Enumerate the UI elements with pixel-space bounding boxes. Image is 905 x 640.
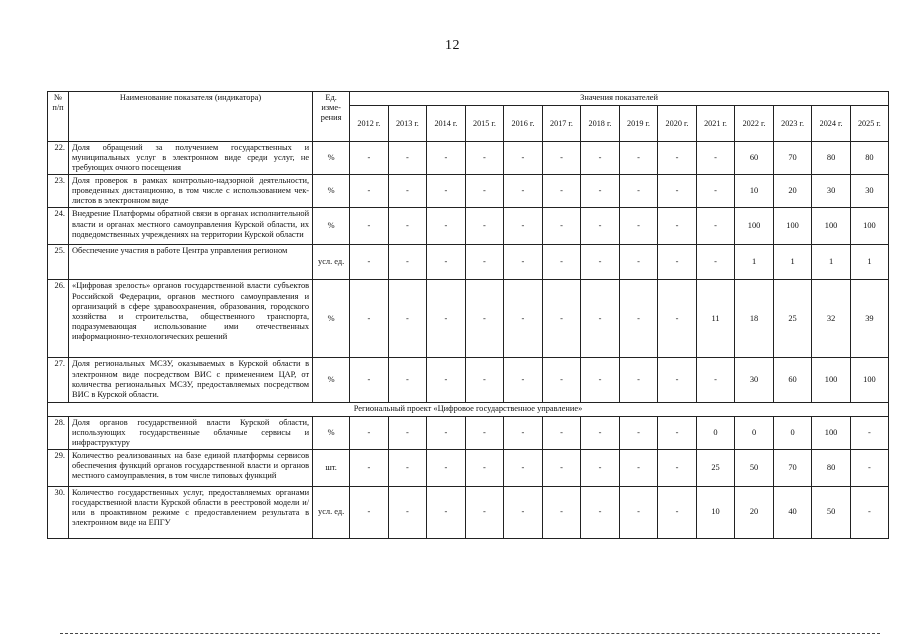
year-header: 2018 г. [581,106,620,142]
year-header: 2023 г. [773,106,812,142]
value-cell: 30 [735,358,774,403]
unit-cell: % [313,175,350,208]
table-row [48,142,889,175]
value-cell: - [350,486,389,538]
value-cell: 0 [735,416,774,449]
year-header: 2020 г. [658,106,697,142]
value-cell: - [427,486,466,538]
value-cell: - [696,245,735,280]
value-cell: - [504,449,543,486]
value-cell: - [465,449,504,486]
value-cell: 0 [773,416,812,449]
value-cell: 70 [773,142,812,175]
value-cell: 100 [735,208,774,245]
indicator-name: Обеспечение участия в работе Центра управления регионом [69,245,313,280]
value-cell: - [581,142,620,175]
value-cell: 100 [850,358,888,403]
value-cell: 1 [735,245,774,280]
row-number: 27. [48,358,69,403]
value-cell: - [581,208,620,245]
value-cell: 100 [812,416,851,449]
value-cell: - [850,449,888,486]
table-row [48,175,889,208]
indicator-name: Количество реализованных на базе единой платформы сервисов обеспечения функций органов государственной власти и органов местного самоуправления, в том числе типовых функций [69,449,313,486]
value-cell: 70 [773,449,812,486]
value-cell: - [427,175,466,208]
value-cell: - [388,486,427,538]
value-cell: - [388,280,427,358]
value-cell: 1 [773,245,812,280]
value-cell: - [504,416,543,449]
value-cell: - [350,208,389,245]
table-row [48,416,889,449]
value-cell: 80 [850,142,888,175]
value-cell: - [581,280,620,358]
value-cell: - [850,416,888,449]
value-cell: - [581,486,620,538]
year-header: 2016 г. [504,106,543,142]
value-cell: - [658,280,697,358]
value-cell: - [619,449,658,486]
year-header: 2022 г. [735,106,774,142]
value-cell: - [696,175,735,208]
value-cell: - [427,280,466,358]
value-cell: - [388,245,427,280]
value-cell: - [388,175,427,208]
value-cell: 50 [735,449,774,486]
value-cell: - [427,142,466,175]
unit-cell: % [313,358,350,403]
table-row [48,208,889,245]
indicator-name: Доля региональных МСЗУ, оказываемых в Курской области в электронном виде посредством ВИС с применением ЦАР, от количества региональных МСЗУ, предоставляемых посредством ВИС в Курской области. [69,358,313,403]
value-cell: - [542,245,581,280]
value-cell: - [465,280,504,358]
indicator-name: Внедрение Платформы обратной связи в органах исполнительной власти и органах местного самоуправления Курской области, их подведомственных учреждениях на территории Курской области [69,208,313,245]
value-cell: - [388,142,427,175]
unit-cell: % [313,208,350,245]
value-cell: - [465,358,504,403]
unit-cell: шт. [313,449,350,486]
row-number: 22. [48,142,69,175]
year-header: 2015 г. [465,106,504,142]
value-cell: - [619,142,658,175]
section-title: Региональный проект «Цифровое государственное управление» [48,403,889,416]
value-cell: - [388,416,427,449]
table-body [48,142,889,539]
value-cell: - [350,416,389,449]
value-cell: 100 [850,208,888,245]
value-cell: - [388,208,427,245]
value-cell: - [504,358,543,403]
unit-cell: % [313,142,350,175]
value-cell: 1 [850,245,888,280]
value-cell: - [504,280,543,358]
header-name: Наименование показателя (индикатора) [69,92,313,142]
value-cell: 25 [696,449,735,486]
unit-cell: % [313,416,350,449]
value-cell: - [542,208,581,245]
section-row [48,403,889,416]
value-cell: - [696,142,735,175]
table-row [48,486,889,538]
value-cell: - [581,245,620,280]
value-cell: 25 [773,280,812,358]
value-cell: - [427,358,466,403]
year-header: 2014 г. [427,106,466,142]
value-cell: 1 [812,245,851,280]
value-cell: 10 [735,175,774,208]
value-cell: 80 [812,142,851,175]
indicator-name: «Цифровая зрелость» органов государственной власти субъектов Российской Федерации, органов местного самоуправления и организаций в сфере здравоохранения, образования, городского хозяйства и строительства, общественного транспорта, подразумевающая использование ими отечественных информационно-технологических решений [69,280,313,358]
value-cell: - [658,486,697,538]
value-cell: 60 [735,142,774,175]
value-cell: - [542,142,581,175]
row-number: 26. [48,280,69,358]
value-cell: - [696,358,735,403]
value-cell: 20 [773,175,812,208]
year-header: 2013 г. [388,106,427,142]
value-cell: - [581,175,620,208]
value-cell: - [658,449,697,486]
value-cell: - [427,245,466,280]
value-cell: - [504,175,543,208]
table-row [48,280,889,358]
value-cell: - [427,416,466,449]
value-cell: - [542,486,581,538]
value-cell: 100 [812,208,851,245]
value-cell: - [581,358,620,403]
row-number: 30. [48,486,69,538]
value-cell: 11 [696,280,735,358]
value-cell: - [504,486,543,538]
row-number: 23. [48,175,69,208]
value-cell: 18 [735,280,774,358]
value-cell: - [465,416,504,449]
row-number: 25. [48,245,69,280]
year-header: 2012 г. [350,106,389,142]
value-cell: 30 [812,175,851,208]
value-cell: - [619,358,658,403]
value-cell: - [542,280,581,358]
value-cell: - [350,280,389,358]
row-number: 28. [48,416,69,449]
value-cell: - [542,175,581,208]
value-cell: - [619,486,658,538]
indicators-table [47,91,889,539]
value-cell: - [427,449,466,486]
header-unit: Ед. изме- рения [313,92,350,142]
indicator-name: Доля проверок в рамках контрольно-надзорной деятельности, проведенных дистанционно, в том числе с использованием чек-листов в электронном виде [69,175,313,208]
value-cell: - [465,142,504,175]
value-cell: - [581,416,620,449]
value-cell: - [350,245,389,280]
value-cell: - [619,245,658,280]
value-cell: - [350,175,389,208]
value-cell: 10 [696,486,735,538]
value-cell: 80 [812,449,851,486]
value-cell: - [350,449,389,486]
year-header: 2017 г. [542,106,581,142]
value-cell: - [504,142,543,175]
unit-cell: усл. ед. [313,245,350,280]
value-cell: - [542,449,581,486]
table-row [48,245,889,280]
value-cell: - [504,245,543,280]
value-cell: 20 [735,486,774,538]
value-cell: 100 [812,358,851,403]
unit-cell: % [313,280,350,358]
footer-rule [60,633,880,634]
row-number: 29. [48,449,69,486]
table-row [48,449,889,486]
value-cell: - [658,416,697,449]
value-cell: 0 [696,416,735,449]
page-number: 12 [445,38,460,53]
header-values-group: Значения показателей [350,92,889,106]
value-cell: - [619,416,658,449]
value-cell: - [465,486,504,538]
value-cell: - [350,142,389,175]
value-cell: - [504,208,543,245]
value-cell: 100 [773,208,812,245]
row-number: 24. [48,208,69,245]
value-cell: - [388,449,427,486]
value-cell: - [658,245,697,280]
unit-cell: усл. ед. [313,486,350,538]
indicator-name: Количество государственных услуг, предоставляемых органами государственной власти Курской области в реестровой модели и/или в проактивном режиме с предоставлением результата в электронном виде на ЕПГУ [69,486,313,538]
value-cell: 30 [850,175,888,208]
value-cell: - [581,449,620,486]
value-cell: - [696,208,735,245]
value-cell: 60 [773,358,812,403]
value-cell: - [619,280,658,358]
value-cell: 40 [773,486,812,538]
value-cell: - [465,208,504,245]
value-cell: - [465,175,504,208]
value-cell: - [619,208,658,245]
value-cell: - [619,175,658,208]
value-cell: - [658,208,697,245]
year-header: 2024 г. [812,106,851,142]
value-cell: - [542,416,581,449]
table-row [48,358,889,403]
indicator-name: Доля органов государственной власти Курской области, использующих государственные облачные сервисы и инфраструктуру [69,416,313,449]
value-cell: - [658,175,697,208]
value-cell: 50 [812,486,851,538]
indicator-name: Доля обращений за получением государственных и муниципальных услуг в электронном виде среди услуг, не требующих очного посещения [69,142,313,175]
year-header: 2021 г. [696,106,735,142]
year-header: 2019 г. [619,106,658,142]
value-cell: - [658,358,697,403]
value-cell: 32 [812,280,851,358]
value-cell: 39 [850,280,888,358]
value-cell: - [465,245,504,280]
value-cell: - [427,208,466,245]
value-cell: - [542,358,581,403]
year-header: 2025 г. [850,106,888,142]
value-cell: - [350,358,389,403]
value-cell: - [850,486,888,538]
value-cell: - [388,358,427,403]
value-cell: - [658,142,697,175]
header-num: № п/п [48,92,69,142]
